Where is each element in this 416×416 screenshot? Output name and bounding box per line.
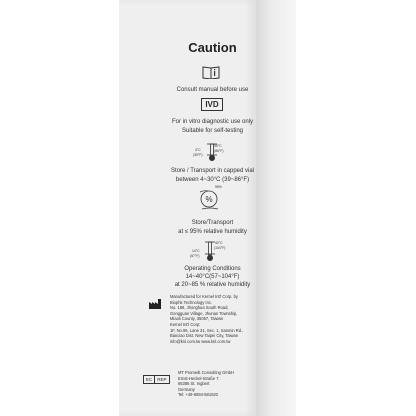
ec-rep-badge: [143, 375, 170, 384]
manufacturer-icon: [148, 298, 162, 310]
manufacturer-line: Biophk Technology Inc.: [170, 299, 213, 305]
storage-high-f: (86°F): [214, 149, 224, 153]
storage-line2: between 4~30°C (39~86°F): [175, 177, 250, 183]
ivd-line1: For in vitro diagnostic use only: [171, 119, 254, 125]
info-book-icon: [202, 65, 220, 79]
storage-high-c: 30°C: [214, 144, 222, 148]
manufacturer-line: info@knl.com.tw www.knl.com.tw: [170, 338, 231, 344]
rep-label: REP: [157, 377, 167, 382]
ivd-line2: Suitable for self-testing: [181, 128, 244, 134]
humidity-top-label: 95%: [215, 185, 222, 189]
humidity-line1: Store/Transport: [191, 220, 234, 226]
operating-low-f: (57°F): [190, 254, 200, 258]
package-front-panel: [119, 0, 256, 416]
manufacturer-line: No. 188, Jhonghua South Road,: [170, 305, 229, 311]
operating-low-c: 14°C: [192, 249, 200, 253]
humidity-icon: [198, 186, 222, 212]
operating-line3: at 20~85 % relative humidity: [174, 282, 251, 288]
ec-rep-line: MT Promedt Consulting GmbH: [178, 370, 234, 375]
manufacturer-line: 1F, No.96, Lane 31, Sec. 1, Sanmin Rd.,: [170, 327, 244, 333]
ec-rep-address: [178, 370, 278, 398]
operating-line2: 14~40°C(57~104°F): [185, 274, 240, 280]
ec-label: EC: [144, 376, 155, 383]
ec-rep-line: 66386 St. Ingbert: [178, 381, 210, 387]
manufacturer-line: Miaoli County, 35057, Taiwan: [170, 316, 224, 322]
caution-title: Caution: [188, 40, 237, 55]
manufacturer-line: Gongguan Village, Jhunan Township,: [170, 310, 238, 316]
ivd-badge: IVD: [201, 98, 223, 111]
operating-high-c: 40°C: [215, 241, 223, 245]
svg-text:%: %: [205, 195, 213, 204]
operating-high-f: (104°F): [214, 246, 226, 250]
manufacturer-line: Manufactured for Kernel Int'l Corp. by: [170, 294, 238, 299]
manufacturer-block: [170, 294, 280, 344]
consult-manual-text: Consult manual before use: [176, 87, 249, 93]
ec-rep-line: Tel: +49-6894-581020: [178, 392, 218, 398]
operating-line1: Operating Conditions: [184, 266, 241, 272]
ec-rep-line: Ernst-Heckel-Straße 7: [178, 375, 219, 381]
storage-low-f: (39°F): [193, 153, 203, 157]
manufacturer-line: Banciao Dist. New Taipei City, Taiwan: [170, 333, 239, 339]
humidity-line2: at ≤ 95% relative humidity: [178, 229, 247, 235]
storage-low-c: 4°C: [195, 148, 201, 152]
package-side-panel: [256, 0, 296, 416]
ec-rep-line: Germany: [178, 386, 195, 392]
manufacturer-line: Kernel Int'l Corp:: [170, 321, 201, 327]
storage-line1: Store / Transport in capped vial: [170, 168, 255, 174]
